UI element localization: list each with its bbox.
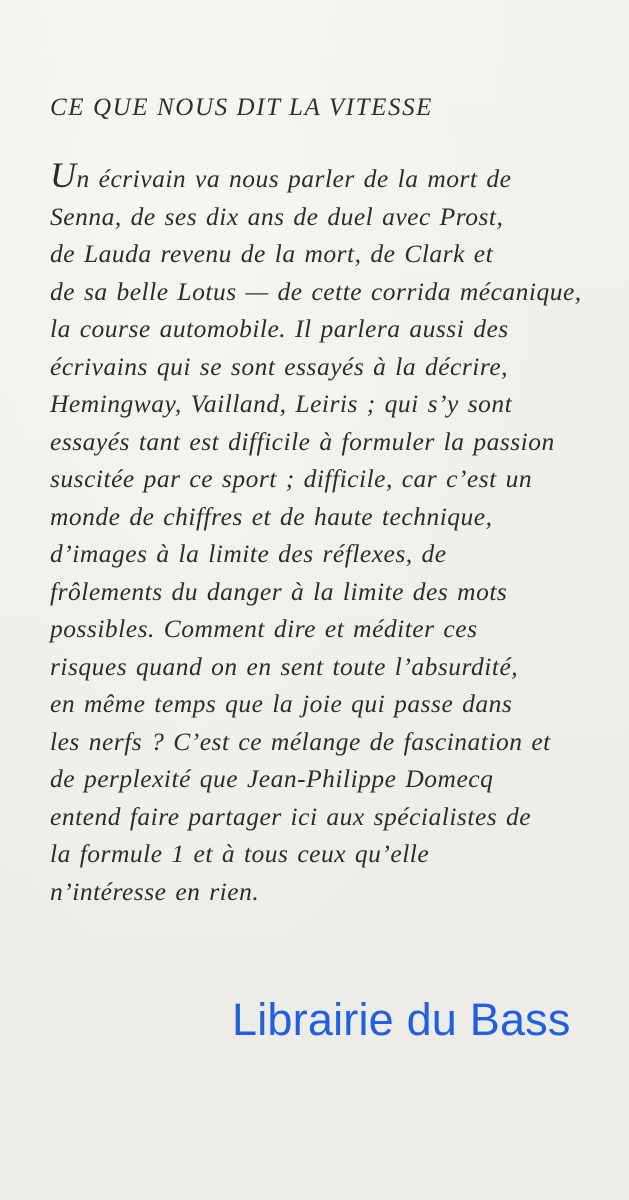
blurb-line: les nerfs ? C’est ce mélange de fascination et bbox=[50, 726, 551, 756]
blurb-line: risques quand on en sent toute l’absurdité, bbox=[50, 651, 519, 681]
blurb-line: frôlements du danger à la limite des mots bbox=[50, 576, 508, 606]
blurb-line: de sa belle Lotus — de cette corrida mécanique, bbox=[50, 276, 582, 306]
blurb-text bbox=[50, 157, 610, 910]
blurb-line: en même temps que la joie qui passe dans bbox=[50, 689, 513, 718]
blurb-first-line-text: n écrivain va nous parler de la mort de bbox=[76, 164, 512, 193]
drop-cap: U bbox=[50, 155, 77, 195]
blurb-line: possibles. Comment dire et méditer ces bbox=[50, 614, 478, 643]
blurb-line: monde de chiffres et de haute technique, bbox=[50, 501, 493, 531]
blurb-line bbox=[50, 157, 610, 198]
blurb-line: entend faire partager ici aux spécialistes de bbox=[50, 801, 532, 831]
blurb-line: de Lauda revenu de la mort, de Clark et bbox=[50, 239, 494, 268]
blurb-line: Senna, de ses dix ans de duel avec Prost, bbox=[50, 201, 504, 231]
blurb-line: la course automobile. Il parlera aussi des bbox=[50, 314, 509, 343]
page-title: CE QUE NOUS DIT LA VITESSE bbox=[50, 94, 434, 121]
blurb-line: suscitée par ce sport ; difficile, car c’est un bbox=[50, 464, 533, 493]
bookshop-watermark: Librairie du Bass bbox=[232, 994, 571, 1045]
blurb-line: écrivains qui se sont essayés à la décrire, bbox=[50, 351, 509, 381]
blurb-line: Hemingway, Vailland, Leiris ; qui s’y sont bbox=[50, 389, 513, 418]
blurb-line: la formule 1 et à tous ceux qu’elle bbox=[50, 839, 430, 868]
blurb-line: d’images à la limite des réflexes, de bbox=[50, 539, 447, 568]
blurb-line: essayés tant est difficile à formuler la passion bbox=[50, 426, 555, 456]
blurb-line: n’intéresse en rien. bbox=[50, 876, 260, 906]
blurb-line: de perplexité que Jean-Philippe Domecq bbox=[50, 764, 494, 793]
